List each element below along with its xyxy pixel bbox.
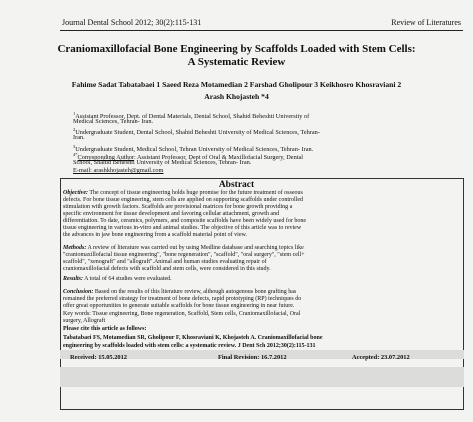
affiliation-4: $^{4*}$Corresponding Author: Assistant Professor, Dept of Oral & Maxillofacial Surgery, Dental xyxy=(73,152,304,162)
objective-line-7: the advances in jaw bone engineering from a scaffold material point of view. xyxy=(63,232,247,238)
paper-title-line2: A Systematic Review xyxy=(187,56,286,68)
abstract-heading: Abstract xyxy=(218,180,255,190)
accepted-date: Accepted: 23.07.2012 xyxy=(352,354,410,361)
objective-line-3: stimulation with growth factors. Scaffolds are provisional matrices for bone growth providing a xyxy=(63,204,293,210)
objective-line-2: defects. For bone tissue engineering, stem cells are applied on supporting scaffolds under controlled xyxy=(63,197,303,203)
header-rule xyxy=(60,30,463,31)
citation-band xyxy=(60,367,464,387)
author-list-line1: Fahime Sadat Tabatabaei 1 Saeed Reza Motamedian 2 Farshad Gholipour 3 Keikhosro Khosraviani 2 xyxy=(71,80,402,89)
corresponding-email[interactable]: E-mail: arashkhojasteh@gmail.com xyxy=(73,167,164,174)
objective-line-1: Objective: The concept of tissue engineering holds huge promise for the future treatment of osseous xyxy=(63,190,303,196)
objective-line-4: specific environment for tissue development and favoring cellular attachment, growth and xyxy=(63,211,280,217)
objective-line-6: tissue engineering in various in-vitro and animal studies. The objective of this article was to review xyxy=(63,225,302,231)
conclusion-line-2: remained the preferred strategy for treatment of bone defects, rapid prototyping (RP) techniques do xyxy=(63,296,302,302)
author-list-line2: Arash Khojasteh *4 xyxy=(204,92,269,101)
keywords-line-2: surgery, Allograft xyxy=(63,318,106,324)
affiliation-1-cont: Medical Sciences, Tehran- Iran. xyxy=(73,118,154,125)
affiliation-3: $^3$Undergraduate Student, Medical School, Tehran University of Medical Sciences, Tehran- Iran. xyxy=(73,144,314,154)
results-line: Results: A total of 64 studies were evaluated. xyxy=(63,276,172,282)
final-revision-date: Final Revision: 16.7.2012 xyxy=(218,354,287,361)
paper-title-line1: Craniomaxillofacial Bone Engineering by Scaffolds Loaded with Stem Cells: xyxy=(57,43,416,55)
conclusion-line-1: Conclusion: Based on the results of this literature review, although autogenous bone grafting has xyxy=(63,289,297,295)
methods-line-4: craniomaxillofacial defects with scaffold and stem cells, were considered in this study. xyxy=(63,266,271,272)
affiliation-4-cont: School, Shahid Beheshti University of Medical Sciences, Tehran- Iran. xyxy=(73,159,252,166)
methods-line-1: Methods: A review of literature was carried out by using Medline database and searching topics like xyxy=(63,245,304,251)
journal-citation: Journal Dental School 2012; 30(2):115-131 xyxy=(62,18,202,27)
conclusion-line-3: offer great opportunities to generate suitable scaffolds for bone tissue engineering in near future. xyxy=(63,303,295,309)
keywords-line-1: Key words: Tissue engineering, Bone regeneration, Scaffold, Stem cells, Craniomaxillofacial, Oral xyxy=(63,311,301,317)
methods-line-2: "craniomaxillofacial tissue engineering", "bone regeneration", "scaffold", "oral surgery", "stem cell+ xyxy=(63,252,305,258)
methods-line-3: scaffold", "xenograft" and "allograft".Animal and human studies evaluating repair of xyxy=(63,259,267,265)
cite-heading: Please cite this article as follows: xyxy=(63,326,147,332)
affiliation-1: $^1$Assistant Professor, Dept. of Dental Materials, Dental School, Shahid Beheshti University of xyxy=(73,111,310,121)
affiliation-2-cont: Iran. xyxy=(73,134,85,141)
cite-line-1: Tabatabaei FS, Motamedian SR, Gholipour F, Khosraviani K, Khojasteh A. Craniomaxillofacial bone xyxy=(63,335,323,341)
received-date: Received: 15.05.2012 xyxy=(70,354,127,361)
affiliation-2: $^2$Undergraduate Student, Dental School, Shahid Beheshti University of Medical Sciences, Tehran- xyxy=(73,127,320,137)
cite-line-2: engineering by scaffolds loaded with stem cells: a systematic review. J Dent Sch 2012;30(2):115-131 xyxy=(63,343,316,349)
section-label: Review of Literatures xyxy=(391,18,461,27)
objective-line-5: differentiation. To date, ceramics, polymers, and composite scaffolds have been widely used for bone xyxy=(63,218,307,224)
